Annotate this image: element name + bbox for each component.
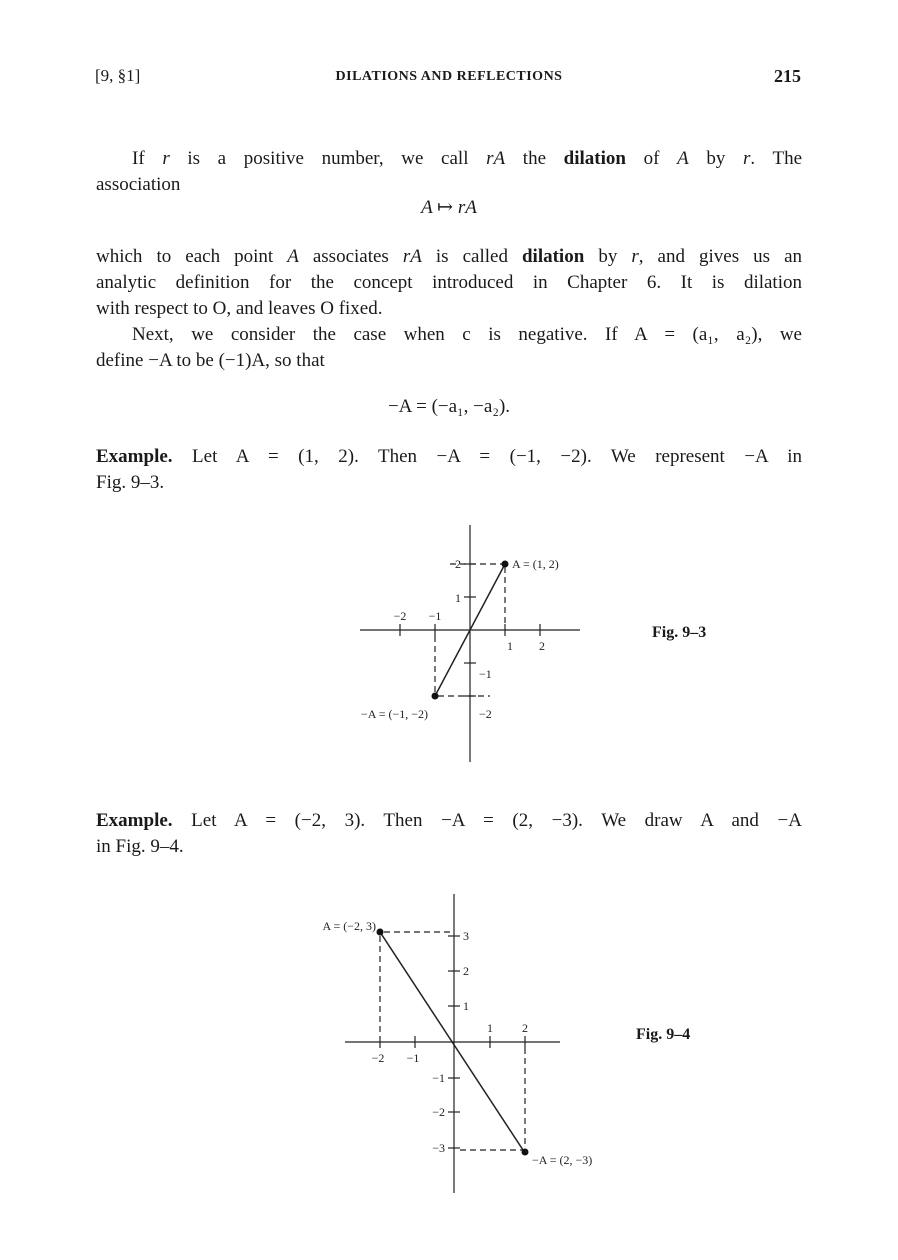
label-point-negA: −A = (2, −3)	[532, 1153, 593, 1167]
figure-9-3	[290, 520, 610, 770]
tick-label-x-minus-2: −2	[371, 1051, 385, 1065]
tick-label-y-2: 2	[463, 964, 469, 978]
running-header-title: DILATIONS AND REFLECTIONS	[335, 69, 563, 84]
tick-label-y-minus-2: −2	[479, 707, 492, 721]
page-number: 215	[774, 66, 801, 86]
figure-caption-9-3: Fig. 9–3	[652, 624, 707, 641]
figure-9-4	[270, 888, 650, 1200]
term-dilation: dilation	[563, 148, 626, 169]
tick-label-x-minus-2: −2	[393, 609, 407, 623]
example-1: Example. Let A = (1, 2). Then −A = (−1, −2). We represent −A in Fig. 9–3.	[96, 446, 802, 493]
tick-label-y-3: 3	[463, 929, 469, 943]
tick-label-y-minus-1: −1	[432, 1071, 445, 1085]
paragraph-dilation-analytic: which to each point A associates rA is called dilation by r, and gives us an analytic definition for the concept introduced in Chapter 6. It is dilation with respect to O, and leaves O fixed.	[96, 246, 803, 319]
tick-label-x-2: 2	[539, 639, 545, 653]
tick-label-x-1: 1	[507, 639, 513, 653]
label-point-A: A = (−2, 3)	[322, 919, 376, 933]
point-negA	[522, 1149, 529, 1156]
point-A	[377, 929, 384, 936]
running-header-section: [9, §1]	[95, 66, 141, 85]
paragraph-dilation-definition: If r is a positive number, we call rA the dilation of A by r. The association	[96, 148, 803, 195]
example-2: Example. Let A = (−2, 3). Then −A = (2, −3). We draw A and −A in Fig. 9–4.	[96, 810, 802, 857]
tick-label-x-2: 2	[522, 1021, 528, 1035]
label-point-negA: −A = (−1, −2)	[360, 707, 428, 721]
tick-label-y-minus-2: −2	[432, 1105, 445, 1119]
example-label-2: Example.	[96, 810, 173, 831]
tick-label-y-minus-3: −3	[432, 1141, 445, 1155]
point-negA	[432, 693, 439, 700]
tick-label-y-1: 1	[455, 591, 461, 605]
term-dilation-2: dilation	[521, 246, 585, 267]
tick-label-y-1: 1	[463, 999, 469, 1013]
tick-label-x-minus-1: −1	[428, 609, 442, 623]
tick-label-x-1: 1	[487, 1021, 493, 1035]
point-A	[502, 561, 509, 568]
label-point-A: A = (1, 2)	[512, 557, 559, 571]
formula-negation: −A = (−a₁, −a₂).	[387, 396, 511, 417]
example-label: Example.	[96, 446, 173, 467]
tick-label-x-minus-1: −1	[406, 1051, 420, 1065]
formula-dilation-map: A ↦ rA	[421, 197, 477, 218]
tick-label-y-2: 2	[455, 557, 461, 571]
paragraph-negative-case: Next, we consider the case when c is negative. If A = (a₁, a₂), we define −A to be (−1)A, so that	[96, 324, 802, 371]
figure-caption-9-4: Fig. 9–4	[636, 1026, 691, 1043]
tick-label-y-minus-1: −1	[479, 667, 492, 681]
